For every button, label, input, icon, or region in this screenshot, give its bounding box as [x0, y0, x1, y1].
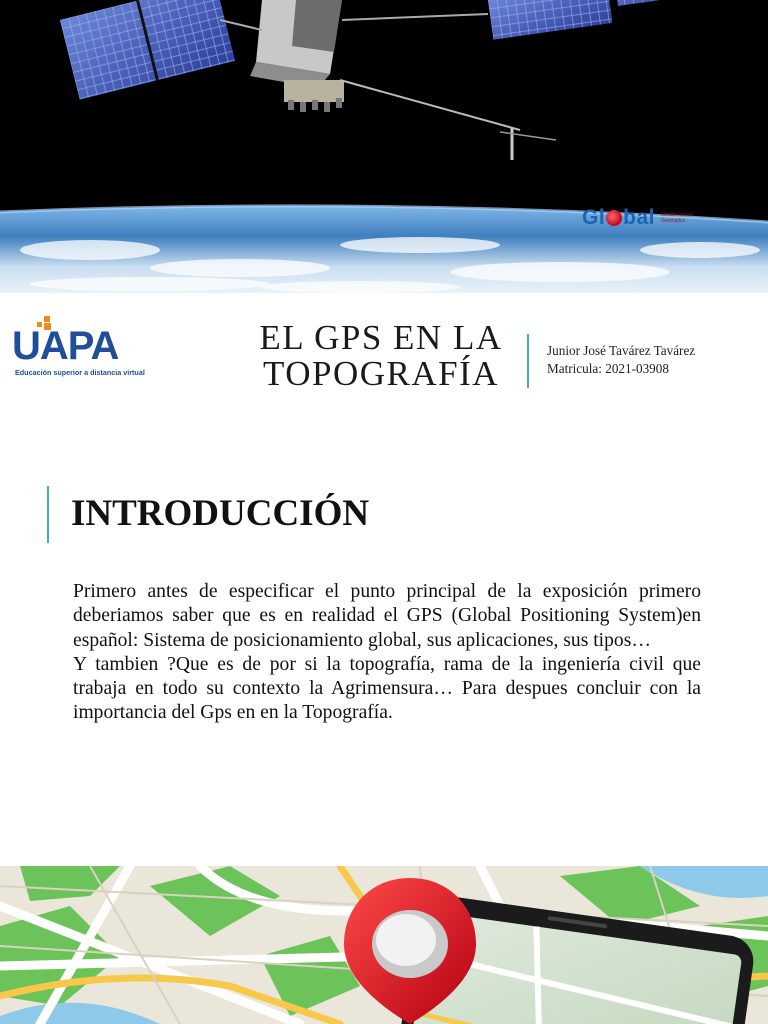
- title-divider: [527, 334, 529, 388]
- global-logo-subtext: Mediterranean Geomatics: [661, 212, 694, 224]
- global-logo-text-right: bal: [623, 206, 656, 229]
- section-heading: INTRODUCCIÓN: [71, 493, 370, 534]
- section-accent-bar: [47, 486, 49, 543]
- global-logo-wordmark: [582, 206, 655, 230]
- global-logo: [582, 206, 703, 230]
- map-phone-image: [0, 866, 768, 1024]
- author-name: Junior José Tavárez Tavárez: [547, 343, 696, 358]
- author-info: [547, 342, 695, 378]
- title-line-2: TOPOGRAFÍA: [262, 354, 500, 393]
- presentation-title: [246, 320, 516, 392]
- satellite-illustration: [0, 0, 768, 293]
- globe-dot-icon: [606, 210, 622, 226]
- intro-paragraph-1: Primero antes de especificar el punto principal de la exposición primero deberiamos saber que es en realidad el GPS (Global Positioning System)en español: Sistema de posicionamiento global, sus aplicaciones, sus tipos…: [73, 581, 701, 651]
- satellite-banner-image: [0, 0, 768, 293]
- uapa-wordmark: UAPA: [12, 324, 119, 368]
- map-illustration: [0, 866, 768, 1024]
- intro-paragraph-2: Y tambien ?Que es de por si la topografía, rama de la ingeniería civil que trabaja en todo su contexto la Agrimensura… Para despues concluir con la importancia del Gps en en la Topografía.: [73, 653, 701, 724]
- intro-body: [73, 580, 701, 726]
- title-line-1: EL GPS EN LA: [259, 318, 503, 357]
- uapa-logo: [12, 316, 152, 380]
- author-id: Matricula: 2021-03908: [547, 361, 669, 376]
- global-logo-text-left: Gl: [582, 206, 606, 229]
- uapa-tagline: Educación superior a distancia virtual: [15, 368, 145, 377]
